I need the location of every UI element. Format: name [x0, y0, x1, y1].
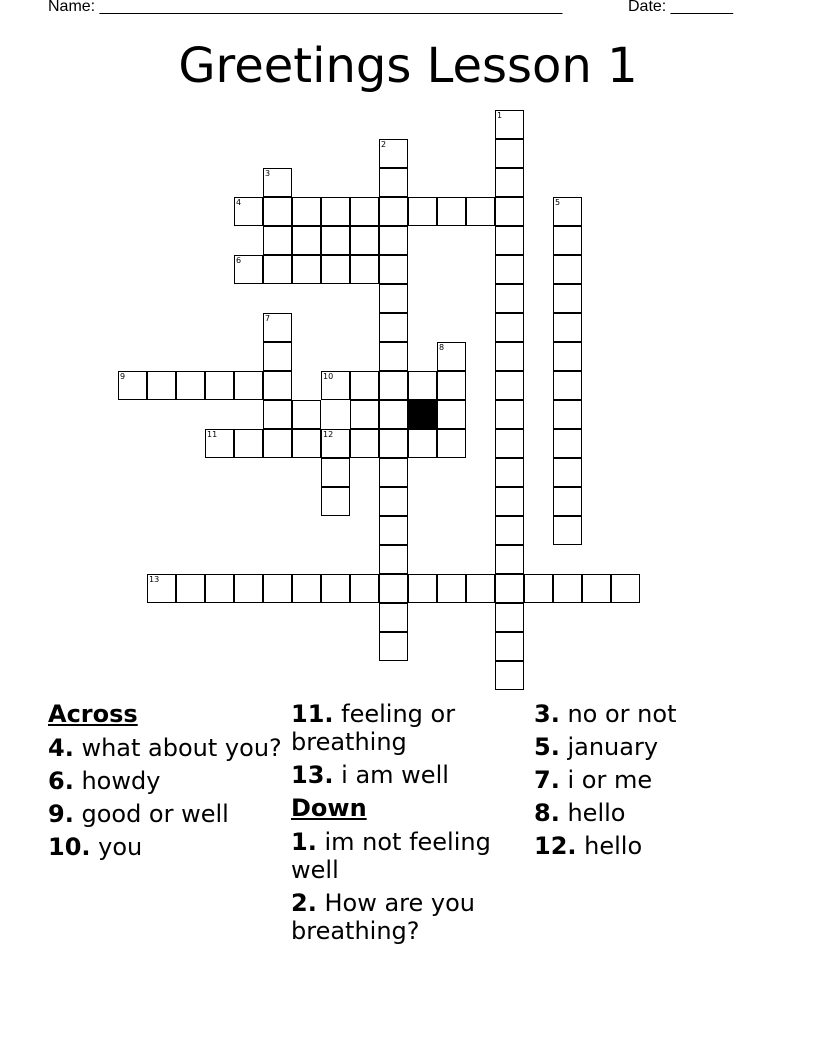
crossword-cell[interactable]: [292, 226, 321, 255]
crossword-cell[interactable]: [321, 458, 350, 487]
clue-number: 3.: [534, 700, 560, 728]
crossword-cell[interactable]: [495, 487, 524, 516]
down-clue: [534, 832, 770, 860]
cell-number: 6: [236, 256, 242, 265]
clue-text: i or me: [567, 766, 653, 794]
page-title: Greetings Lesson 1: [178, 38, 638, 94]
cell-number: 10: [323, 372, 334, 381]
crossword-cell[interactable]: [321, 226, 350, 255]
cell-number: 12: [323, 430, 334, 439]
crossword-cell[interactable]: [495, 429, 524, 458]
crossword-cell[interactable]: [408, 197, 437, 226]
crossword-cell[interactable]: [437, 342, 466, 371]
crossword-cell[interactable]: [495, 371, 524, 400]
crossword-cell[interactable]: [263, 313, 292, 342]
crossword-cell[interactable]: [147, 574, 176, 603]
clue-text: i am well: [341, 761, 449, 789]
cell-number: 4: [236, 198, 242, 207]
crossword-cell[interactable]: [350, 255, 379, 284]
crossword-cell[interactable]: [495, 632, 524, 661]
crossword-cell[interactable]: [553, 400, 582, 429]
crossword-cell[interactable]: [553, 284, 582, 313]
down-clue: [534, 700, 770, 728]
crossword-cell[interactable]: [350, 197, 379, 226]
crossword-cell[interactable]: [495, 661, 524, 690]
clue-text: january: [567, 733, 659, 761]
crossword-cell[interactable]: [495, 197, 524, 226]
crossword-cell[interactable]: [495, 313, 524, 342]
across-heading: Across: [48, 700, 138, 728]
cell-number: 3: [265, 169, 271, 178]
clue-number: 7.: [534, 766, 560, 794]
crossword-cell[interactable]: [379, 168, 408, 197]
crossword-cell[interactable]: [437, 371, 466, 400]
crossword-cell[interactable]: [263, 371, 292, 400]
across-clue: [48, 767, 284, 795]
crossword-cell[interactable]: [379, 545, 408, 574]
crossword-cell[interactable]: [495, 545, 524, 574]
crossword-cell[interactable]: [350, 371, 379, 400]
clue-text: hello: [584, 832, 643, 860]
date-field-label[interactable]: Date: _______: [628, 0, 733, 15]
crossword-cell[interactable]: [350, 226, 379, 255]
cell-number: 5: [555, 198, 561, 207]
crossword-cell[interactable]: [553, 197, 582, 226]
crossword-cell[interactable]: [263, 429, 292, 458]
clue-number: 10.: [48, 833, 91, 861]
down-clue: [534, 799, 770, 827]
crossword-cell[interactable]: [495, 342, 524, 371]
crossword-cell[interactable]: [553, 255, 582, 284]
crossword-cell[interactable]: [263, 226, 292, 255]
clue-text: How are you breathing?: [291, 889, 475, 945]
across-clue: [48, 734, 284, 762]
clue-number: 11.: [291, 700, 334, 728]
clue-text: howdy: [81, 767, 161, 795]
crossword-cell[interactable]: [553, 342, 582, 371]
crossword-cell[interactable]: [495, 603, 524, 632]
crossword-cell[interactable]: [553, 487, 582, 516]
crossword-cell[interactable]: [553, 429, 582, 458]
crossword-cell[interactable]: [611, 574, 640, 603]
crossword-cell[interactable]: [205, 574, 234, 603]
crossword-cell[interactable]: [466, 574, 495, 603]
crossword-cell[interactable]: [379, 197, 408, 226]
clue-number: 4.: [48, 734, 74, 762]
across-clue: [48, 800, 284, 828]
crossword-cell[interactable]: [379, 516, 408, 545]
crossword-cell[interactable]: [495, 516, 524, 545]
crossword-cell[interactable]: [263, 342, 292, 371]
crossword-cell[interactable]: [350, 400, 379, 429]
clue-text: you: [98, 833, 143, 861]
down-heading: Down: [291, 794, 367, 822]
crossword-cell[interactable]: [263, 197, 292, 226]
crossword-cell[interactable]: [292, 574, 321, 603]
clue-number: 5.: [534, 733, 560, 761]
crossword-cell[interactable]: [553, 574, 582, 603]
crossword-cell[interactable]: [321, 429, 350, 458]
crossword-cell[interactable]: [205, 429, 234, 458]
clue-text: good or well: [81, 800, 229, 828]
crossword-cell[interactable]: [495, 168, 524, 197]
crossword-cell[interactable]: [495, 284, 524, 313]
crossword-cell[interactable]: [379, 313, 408, 342]
cell-number: 2: [381, 140, 387, 149]
cell-number: 9: [120, 372, 126, 381]
crossword-cell[interactable]: [582, 574, 611, 603]
crossword-cell[interactable]: [553, 371, 582, 400]
crossword-cell[interactable]: [553, 226, 582, 255]
crossword-cell[interactable]: [379, 603, 408, 632]
crossword-cell[interactable]: [379, 400, 408, 429]
crossword-cell[interactable]: [292, 197, 321, 226]
clue-column-3: [534, 700, 770, 865]
crossword-cell[interactable]: [379, 342, 408, 371]
cell-number: 13: [149, 575, 160, 584]
crossword-cell[interactable]: [495, 574, 524, 603]
crossword-cell[interactable]: [437, 197, 466, 226]
crossword-cell[interactable]: [379, 371, 408, 400]
crossword-cell[interactable]: [147, 371, 176, 400]
clue-text: hello: [567, 799, 626, 827]
crossword-cell[interactable]: [553, 516, 582, 545]
crossword-cell[interactable]: [437, 429, 466, 458]
crossword-cell[interactable]: [379, 226, 408, 255]
clue-number: 12.: [534, 832, 577, 860]
crossword-cell[interactable]: [234, 255, 263, 284]
crossword-cell[interactable]: [321, 197, 350, 226]
crossword-cell[interactable]: [408, 429, 437, 458]
crossword-cell[interactable]: [350, 429, 379, 458]
black-cell: [408, 400, 437, 429]
crossword-cell[interactable]: [379, 284, 408, 313]
clue-column-1: [48, 700, 284, 866]
crossword-cell[interactable]: [234, 371, 263, 400]
crossword-cell[interactable]: [350, 574, 379, 603]
crossword-cell[interactable]: [176, 371, 205, 400]
crossword-cell[interactable]: [234, 574, 263, 603]
clue-column-2: [291, 700, 527, 950]
down-clue: [291, 828, 527, 884]
clue-number: 8.: [534, 799, 560, 827]
cell-number: 8: [439, 343, 445, 352]
crossword-cell[interactable]: [495, 458, 524, 487]
crossword-cell[interactable]: [524, 574, 553, 603]
crossword-cell[interactable]: [379, 139, 408, 168]
crossword-cell[interactable]: [321, 371, 350, 400]
crossword-cell[interactable]: [495, 139, 524, 168]
clue-list: [48, 700, 778, 1000]
crossword-cell[interactable]: [263, 400, 292, 429]
crossword-cell[interactable]: [466, 197, 495, 226]
crossword-cell[interactable]: [408, 574, 437, 603]
down-clue: [534, 766, 770, 794]
crossword-cell[interactable]: [379, 255, 408, 284]
down-clue: [291, 889, 527, 945]
crossword-cell[interactable]: [176, 574, 205, 603]
crossword-cell[interactable]: [495, 226, 524, 255]
clue-number: 6.: [48, 767, 74, 795]
crossword-cell[interactable]: [263, 255, 292, 284]
crossword-cell[interactable]: [379, 574, 408, 603]
clue-number: 1.: [291, 828, 317, 856]
crossword-cell[interactable]: [408, 371, 437, 400]
down-clue: [534, 733, 770, 761]
clue-text: no or not: [567, 700, 677, 728]
crossword-cell[interactable]: [118, 371, 147, 400]
across-clue: [291, 700, 527, 756]
cell-number: 1: [497, 111, 503, 120]
crossword-cell[interactable]: [495, 400, 524, 429]
crossword-cell[interactable]: [379, 458, 408, 487]
clue-number: 13.: [291, 761, 334, 789]
cell-number: 11: [207, 430, 218, 439]
header: [48, 0, 748, 20]
clue-number: 9.: [48, 800, 74, 828]
crossword-cell[interactable]: [495, 110, 524, 139]
crossword-cell[interactable]: [292, 255, 321, 284]
clue-text: feeling or breathing: [291, 700, 456, 756]
crossword-cell[interactable]: [234, 429, 263, 458]
crossword-cell[interactable]: [553, 313, 582, 342]
clue-text: im not feeling well: [291, 828, 491, 884]
across-clue: [48, 833, 284, 861]
crossword-cell[interactable]: [437, 400, 466, 429]
clue-text: what about you?: [81, 734, 282, 762]
crossword-cell[interactable]: [437, 574, 466, 603]
clue-number: 2.: [291, 889, 317, 917]
crossword-cell[interactable]: [321, 255, 350, 284]
crossword-cell[interactable]: [205, 371, 234, 400]
crossword-cell[interactable]: [321, 574, 350, 603]
crossword-cell[interactable]: [379, 429, 408, 458]
crossword-cell[interactable]: [292, 400, 321, 429]
crossword-cell[interactable]: [379, 632, 408, 661]
cell-number: 7: [265, 314, 271, 323]
crossword-cell[interactable]: [553, 458, 582, 487]
name-field-label[interactable]: Name: ____________________________________________________: [48, 0, 563, 15]
crossword-cell[interactable]: [292, 429, 321, 458]
across-clue: [291, 761, 527, 789]
crossword-cell[interactable]: [379, 487, 408, 516]
crossword-cell[interactable]: [263, 574, 292, 603]
crossword-cell[interactable]: [234, 197, 263, 226]
crossword-cell[interactable]: [263, 168, 292, 197]
crossword-cell[interactable]: [321, 487, 350, 516]
crossword-cell[interactable]: [495, 255, 524, 284]
